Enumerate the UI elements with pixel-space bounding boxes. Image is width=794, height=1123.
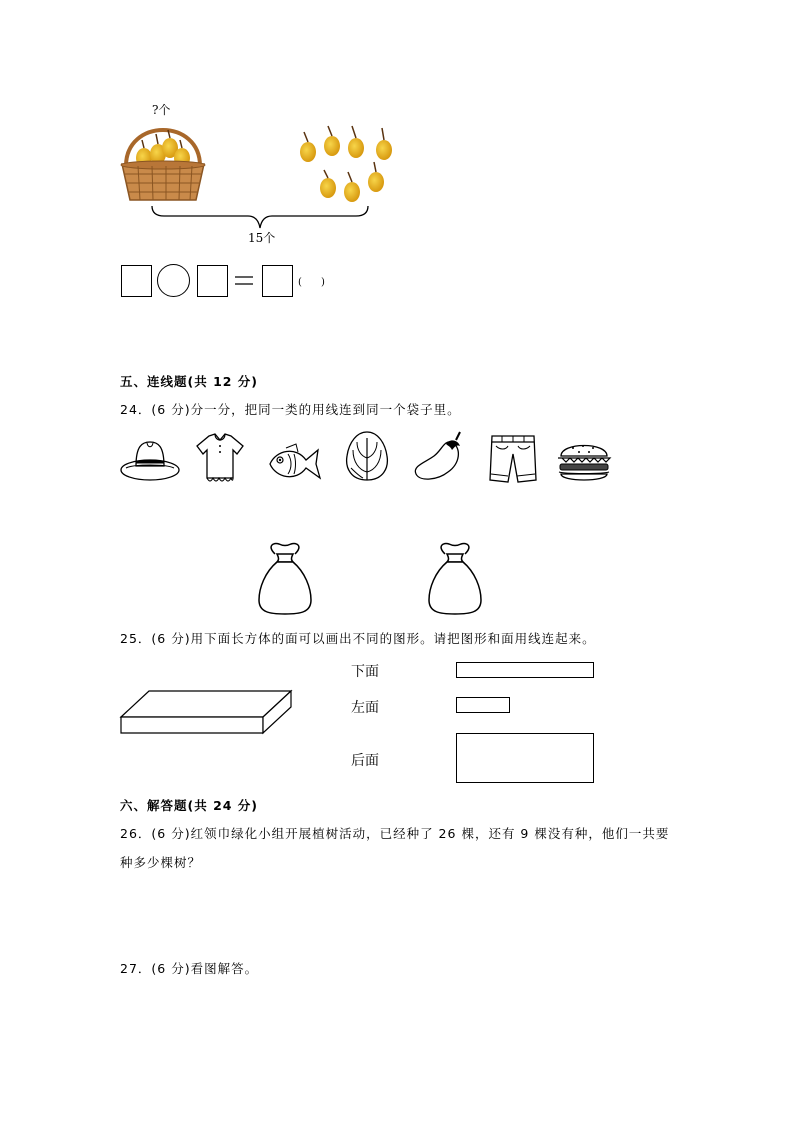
shirt-icon[interactable]	[195, 432, 245, 484]
section-6-title: 六、解答题(共 24 分)	[120, 798, 259, 813]
hamburger-icon[interactable]	[555, 436, 613, 484]
answer-box-1[interactable]	[121, 265, 152, 297]
face-label-bottom: 下面	[351, 664, 379, 680]
question-26-line2: 种多少棵树？	[120, 855, 202, 870]
face-label-left: 左面	[351, 700, 379, 716]
hat-icon[interactable]	[120, 436, 180, 484]
question-24-text: 24．(6 分)分一分，把同一类的用线连到同一个袋子里。	[120, 402, 461, 417]
cabbage-icon[interactable]	[343, 428, 391, 484]
answer-box-2[interactable]	[197, 265, 228, 297]
bag-right[interactable]	[427, 540, 483, 616]
shape-long-rectangle[interactable]	[456, 662, 594, 678]
question-27-text: 27．(6 分)看图解答。	[120, 961, 259, 976]
section-5-title: 五、连线题(共 12 分)	[120, 374, 259, 389]
fish-icon[interactable]	[266, 442, 322, 484]
bag-left[interactable]	[257, 540, 313, 616]
eggplant-icon[interactable]	[412, 430, 466, 484]
answer-box-result[interactable]	[262, 265, 293, 297]
basket-count-label: ?个	[152, 103, 171, 117]
shorts-icon[interactable]	[486, 432, 540, 486]
shape-large-rectangle[interactable]	[456, 733, 594, 783]
unit-paren[interactable]: ( )	[298, 277, 325, 288]
loose-pears-illustration	[296, 122, 401, 207]
operator-circle[interactable]	[157, 264, 190, 297]
total-brace	[150, 204, 370, 230]
question-25-text: 25．(6 分)用下面长方体的面可以画出不同的图形。请把图形和面用线连起来。	[120, 631, 596, 646]
equals-sign	[234, 275, 254, 287]
face-label-back: 后面	[351, 753, 379, 769]
cuboid-figure	[119, 689, 293, 735]
pear-basket-illustration	[118, 118, 208, 203]
question-26-line1: 26．(6 分)红领巾绿化小组开展植树活动，已经种了 26 棵，还有 9 棵没有种，他们一共要	[120, 826, 670, 841]
shape-small-rectangle[interactable]	[456, 697, 510, 713]
total-count-label: 15个	[248, 231, 276, 245]
